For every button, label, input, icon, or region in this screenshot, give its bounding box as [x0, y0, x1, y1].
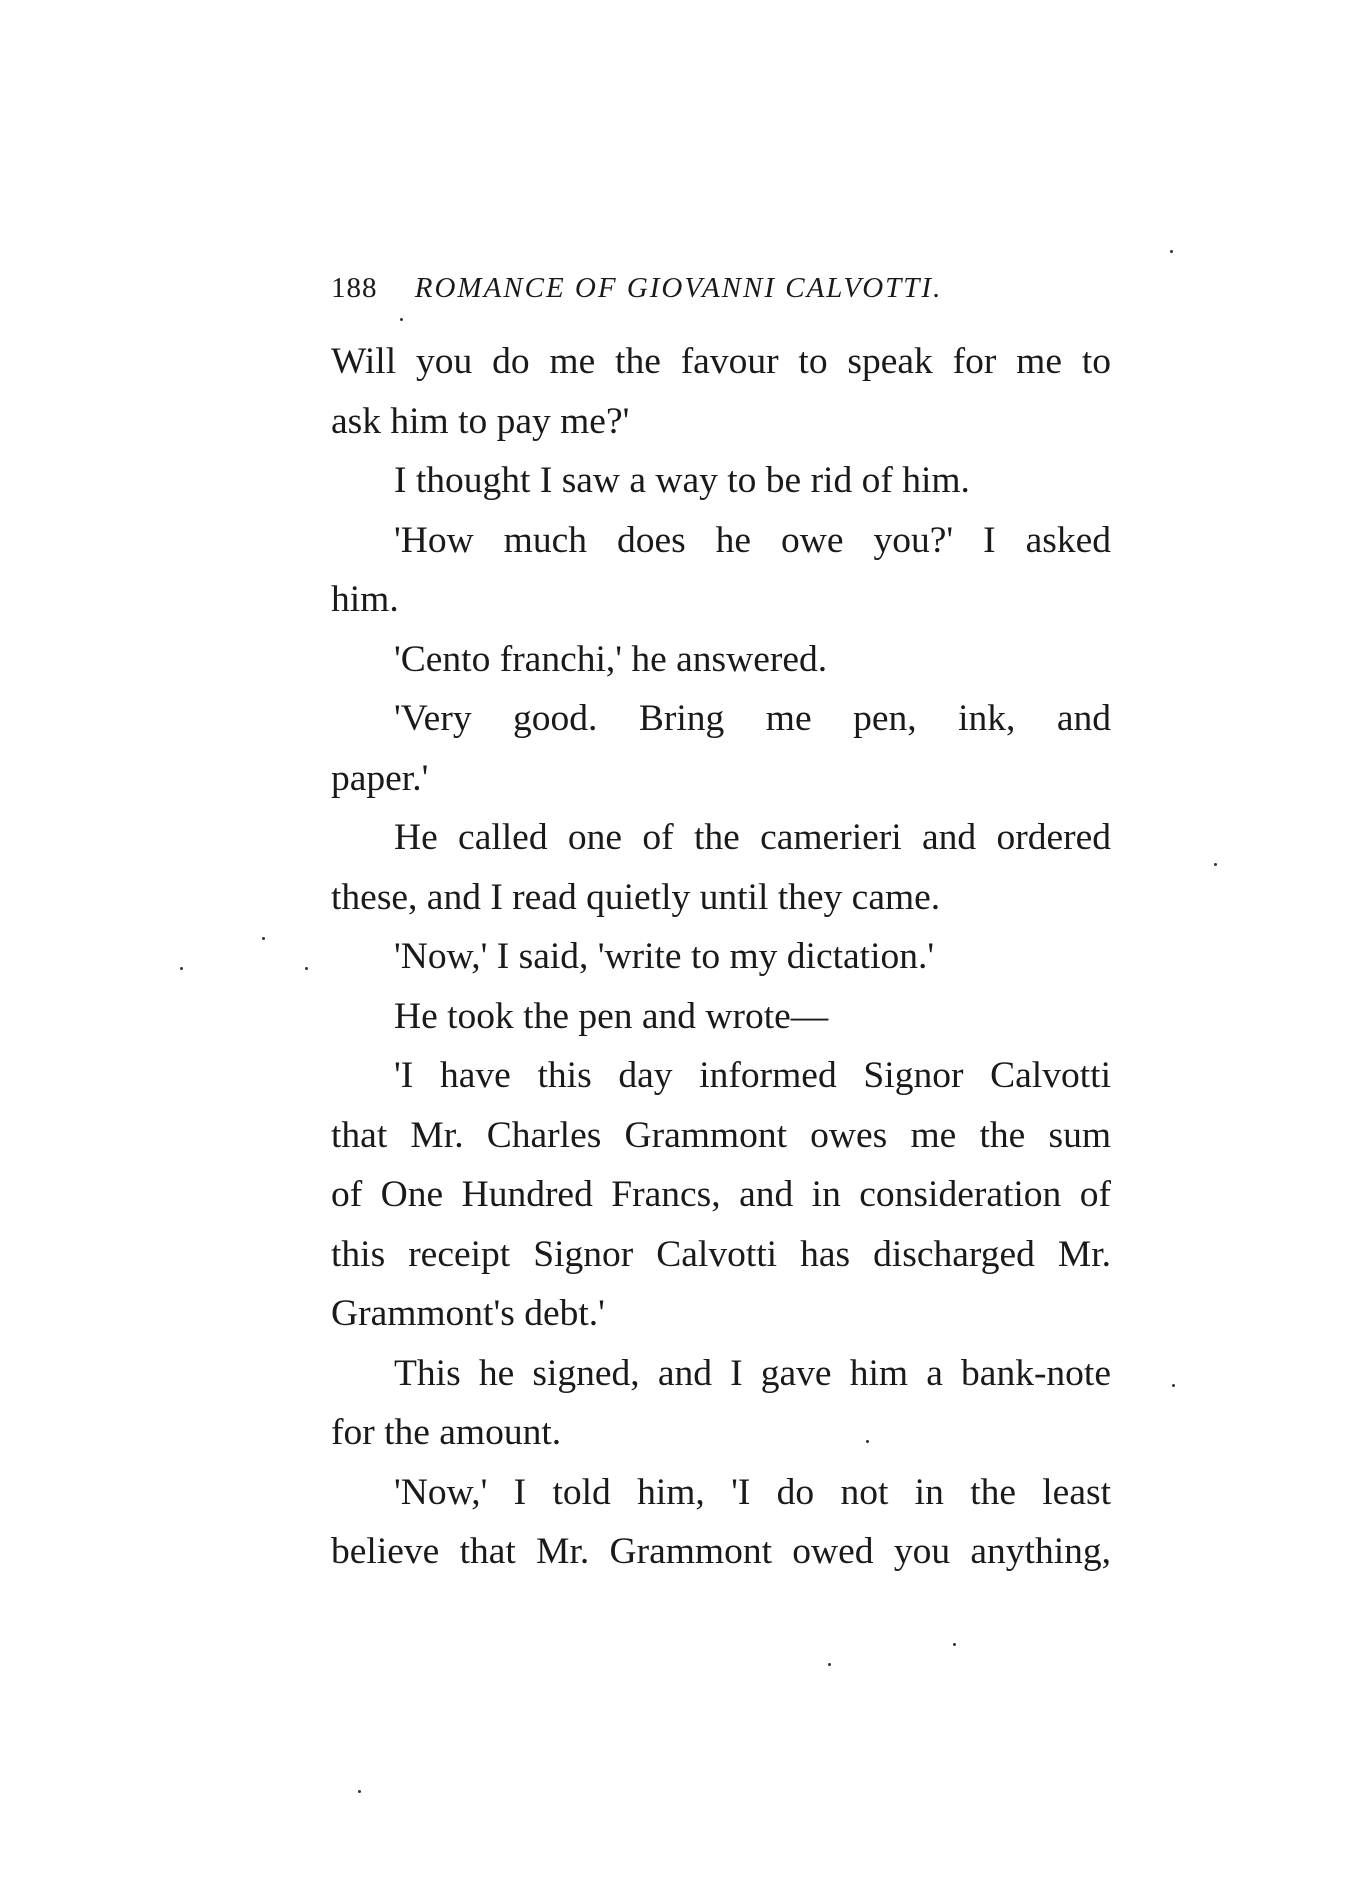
text-line: 'Cento franchi,' he answered.	[394, 638, 828, 680]
text-line: He took the pen and wrote—	[394, 995, 829, 1037]
text-line: paper.'	[331, 757, 429, 799]
scan-speck	[400, 318, 403, 321]
scan-speck	[1214, 863, 1217, 866]
text-line: that Mr. Charles Grammont owes me the sum	[331, 1114, 1111, 1156]
text-line: for the amount.	[331, 1412, 562, 1453]
text-line: 'Now,' I said, 'write to my dictation.'	[394, 936, 935, 977]
text-line: these, and I read quietly until they came.	[331, 876, 941, 918]
text-line: Will you do me the favour to speak for me to	[331, 341, 1111, 382]
text-line: He called one of the camerieri and ordered	[394, 817, 1111, 858]
scan-speck	[262, 937, 265, 940]
text-line: of One Hundred Francs, and in consideration of	[331, 1174, 1111, 1215]
text-line: 'How much does he owe you?' I asked	[394, 519, 1111, 561]
text-line: 'Very good. Bring me pen, ink, and	[394, 698, 1111, 739]
page-header	[331, 268, 1111, 308]
text-line: believe that Mr. Grammont owed you anything,	[331, 1531, 1111, 1572]
scan-speck	[358, 1790, 361, 1793]
running-title: ROMANCE OF GIOVANNI CALVOTTI.	[414, 272, 943, 304]
scan-speck	[180, 967, 183, 970]
text-line: this receipt Signor Calvotti has discharged Mr.	[331, 1233, 1111, 1275]
page-number: 188	[331, 272, 378, 304]
text-line: him.	[331, 579, 399, 620]
text-line: 'Now,' I told him, 'I do not in the least	[394, 1471, 1111, 1513]
text-line: Grammont's debt.'	[331, 1293, 605, 1334]
text-line: This he signed, and I gave him a bank-note	[394, 1352, 1111, 1394]
text-line: 'I have this day informed Signor Calvotti	[394, 1055, 1111, 1096]
scan-speck	[953, 1643, 956, 1646]
scan-speck	[305, 967, 308, 970]
text-line: ask him to pay me?'	[331, 400, 630, 442]
scan-speck	[1170, 250, 1173, 253]
scan-speck	[1172, 1384, 1175, 1387]
scan-speck	[866, 1440, 869, 1443]
text-line: I thought I saw a way to be rid of him.	[394, 460, 970, 501]
scan-speck	[828, 1663, 831, 1666]
body-text	[331, 332, 1111, 1582]
